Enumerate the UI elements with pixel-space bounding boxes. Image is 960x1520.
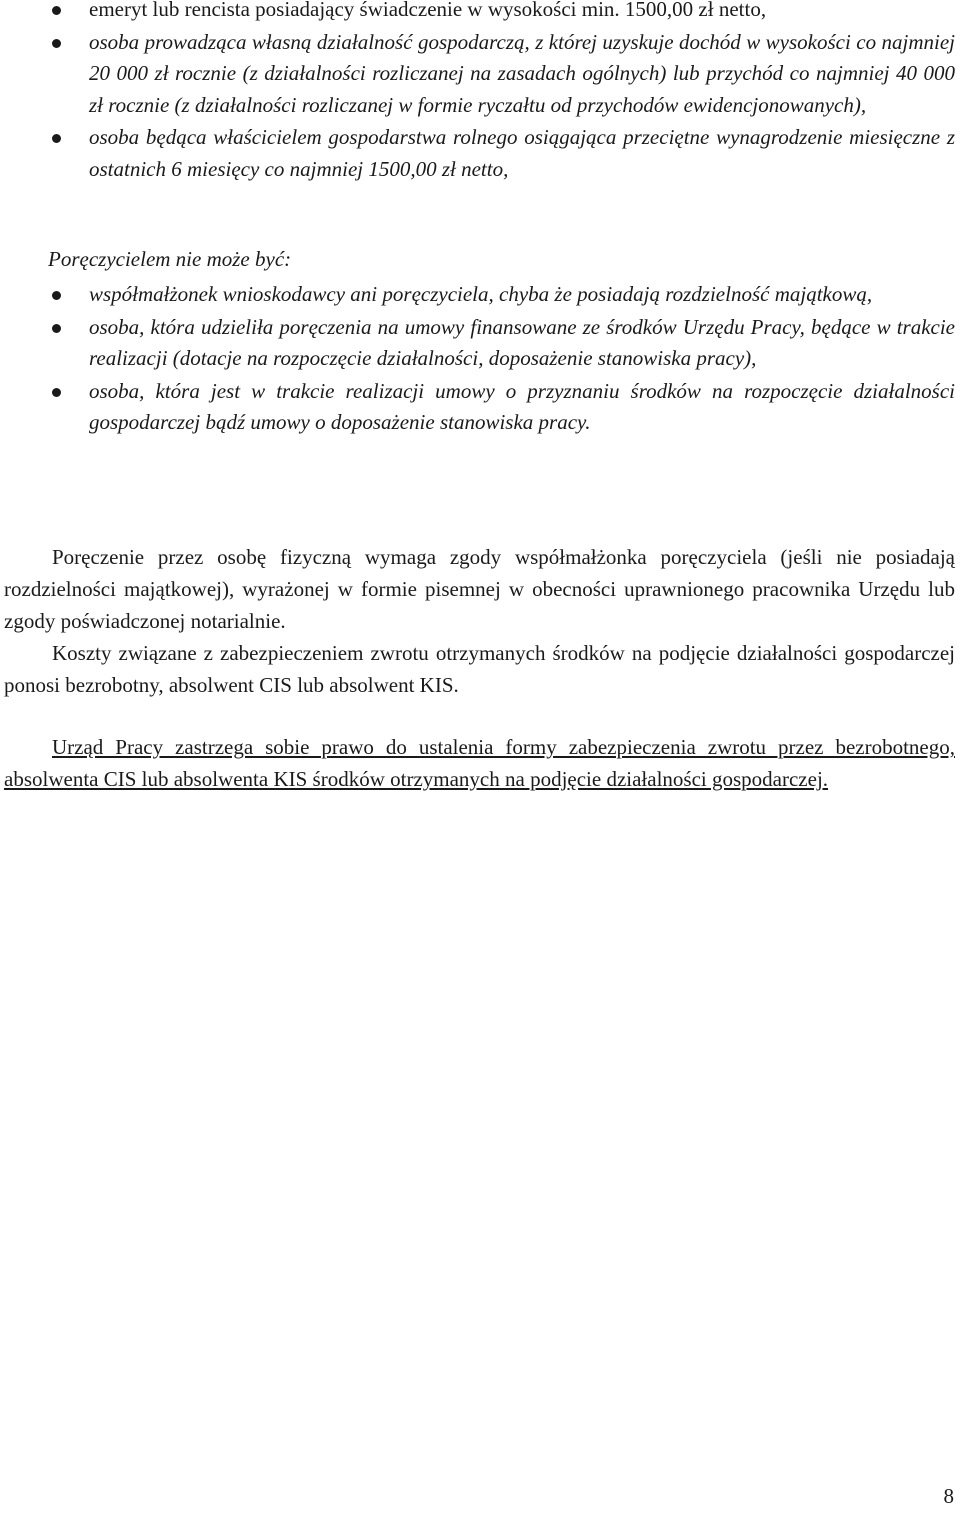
list-item-text: osoba prowadząca własną działalność gospodarczą, z której uzyskuje dochód w wysokości co najmniej 20 000 zł rocznie (z działalności rozliczanej na zasadach ogólnych) lub przychód co najmniej 40 000 zł rocznie (z działalności rozliczanej w formie ryczałtu od przychodów ewidencjonowanych), bbox=[89, 29, 955, 117]
bullet-icon bbox=[52, 134, 61, 143]
guarantor-excluded-list bbox=[0, 279, 960, 439]
list-item bbox=[0, 312, 960, 375]
reservation-paragraph bbox=[4, 731, 955, 795]
costs-paragraph bbox=[4, 637, 955, 701]
paragraph-text: Koszty związane z zabezpieczeniem zwrotu otrzymanych środków na podjęcie działalności gospodarczej ponosi bezrobotny, absolwent CIS lub absolwent KIS. bbox=[4, 641, 955, 697]
paragraph-text: Urząd Pracy zastrzega sobie prawo do ustalenia formy zabezpieczenia zwrotu przez bezrobotnego, absolwenta CIS lub absolwenta KIS środków otrzymanych na podjęcie działalności gospodarczej. bbox=[4, 735, 955, 791]
list-item bbox=[0, 27, 960, 122]
list-item-text: osoba będąca właścicielem gospodarstwa rolnego osiągająca przeciętne wynagrodzenie miesięczne z ostatnich 6 miesięcy co najmniej 1500,00 zł netto, bbox=[89, 125, 955, 181]
list-item-text: osoba, która jest w trakcie realizacji umowy o przyznaniu środków na rozpoczęcie działalności gospodarczej bądź umowy o doposażenie stanowiska pracy. bbox=[89, 378, 955, 434]
page-number: 8 bbox=[943, 1484, 954, 1508]
bullet-icon bbox=[52, 324, 61, 333]
list-item bbox=[0, 122, 960, 185]
list-item-text: osoba, która udzieliła poręczenia na umowy finansowane ze środków Urzędu Pracy, będące w trakcie realizacji (dotacje na rozpoczęcie działalności, doposażenie stanowiska pracy), bbox=[89, 314, 955, 370]
list-item-text: współmałżonek wnioskodawcy ani poręczyciela, chyba że posiadają rozdzielność majątkową, bbox=[89, 282, 873, 306]
list-item bbox=[0, 376, 960, 439]
paragraph-text: Poręczenie przez osobę fizyczną wymaga zgody współmałżonka poręczyciela (jeśli nie posiadają rozdzielności majątkowej), wyrażonej w formie pisemnej w obecności uprawnionego pracownika Urzędu lub zgody poświadczonej notarialnie. bbox=[4, 545, 955, 633]
bullet-icon bbox=[52, 39, 61, 48]
guarantor-eligible-list bbox=[0, 0, 960, 185]
bullet-icon bbox=[52, 291, 61, 300]
list-item bbox=[0, 0, 960, 26]
list-item bbox=[0, 279, 960, 311]
list-item-text: emeryt lub rencista posiadający świadczenie w wysokości min. 1500,00 zł netto, bbox=[89, 0, 767, 21]
bullet-icon bbox=[52, 6, 61, 15]
consent-paragraph bbox=[4, 541, 955, 637]
bullet-icon bbox=[52, 388, 61, 397]
section-heading: Poręczycielem nie może być: bbox=[48, 247, 292, 271]
